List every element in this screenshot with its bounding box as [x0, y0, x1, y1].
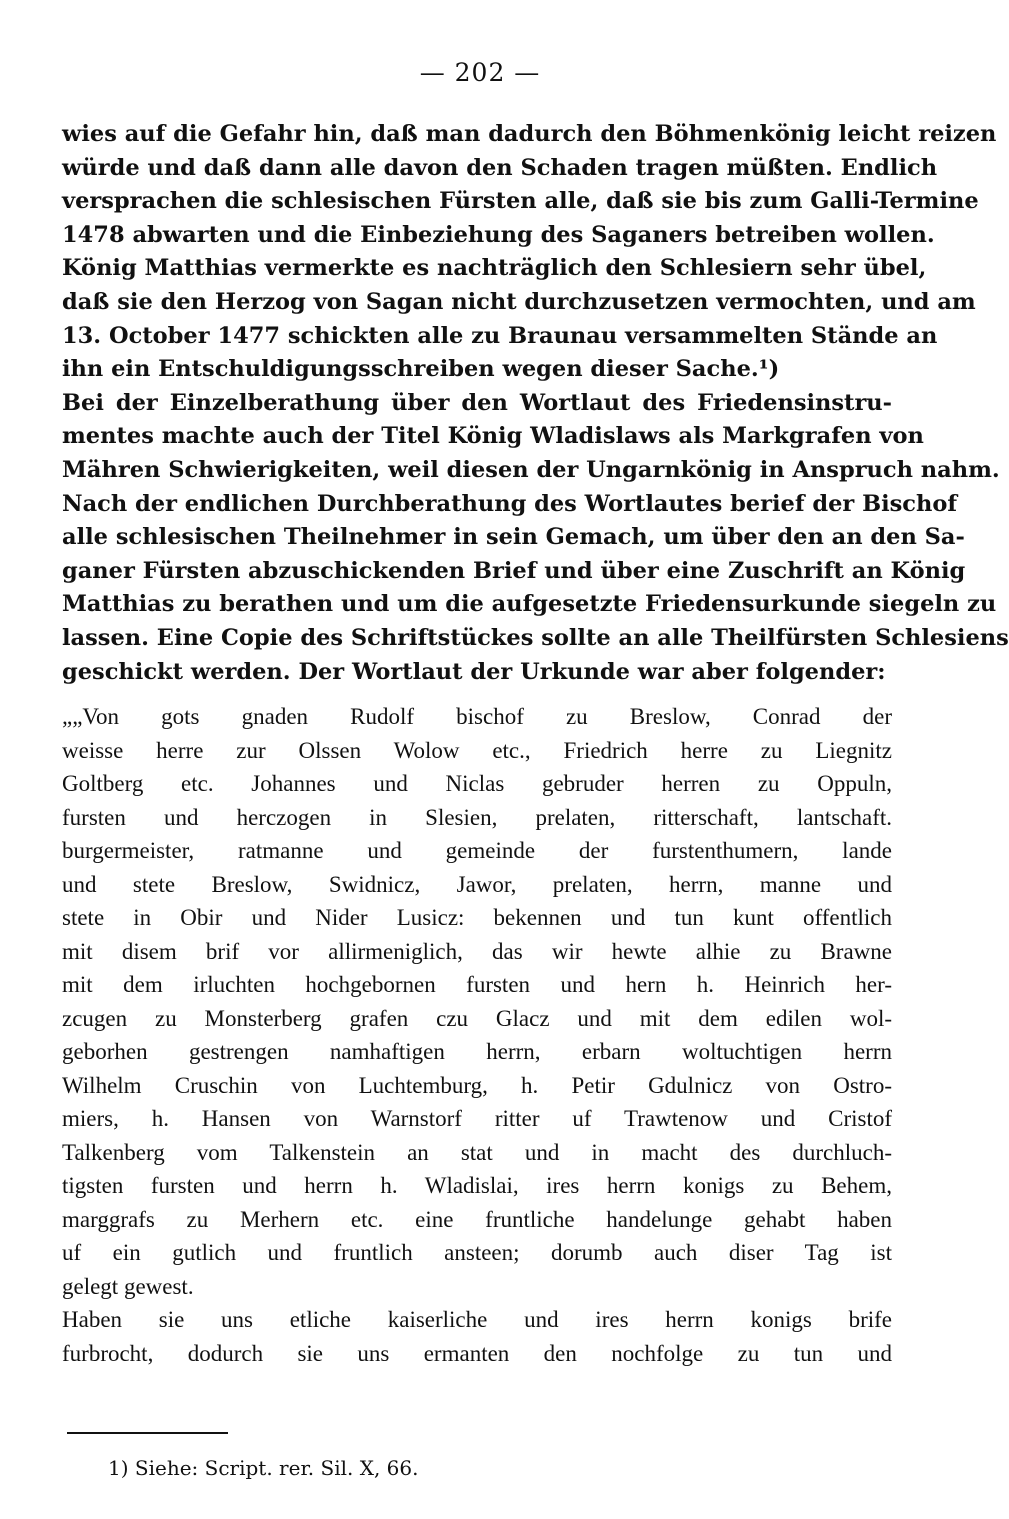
text-line: geborhen gestrengen namhaftigen herrn, erbarn woltuchtigen herrn [62, 1039, 892, 1064]
text-line: zcugen zu Monsterberg grafen czu Glacz und mit dem edilen wol- [62, 1005, 892, 1031]
text-line: fursten und herczogen in Slesien, prelaten, ritterschaft, lantschaft. [62, 804, 892, 830]
text-line: miers, h. Hansen von Warnstorf ritter uf Trawtenow und Cristof [62, 1106, 892, 1131]
text-line: alle schlesischen Theilnehmer in sein Gemach, um über den an den Sa- [62, 524, 965, 551]
text-line: Goltberg etc. Johannes und Niclas gebruder herren zu Oppuln, [62, 771, 892, 796]
text-line: „„Von gots gnaden Rudolf bischof zu Breslow, Conrad der [62, 704, 892, 729]
text-line: ihn ein Entschuldigungsschreiben wegen dieser Sache.¹) [62, 356, 780, 383]
text-line: furbrocht, dodurch sie uns ermanten den nochfolge zu tun und [62, 1340, 892, 1366]
text-line: marggrafs zu Merhern etc. eine fruntliche handelunge gehabt haben [62, 1206, 892, 1232]
text-line: versprachen die schlesischen Fürsten alle, daß sie bis zum Galli-Termine [62, 188, 979, 215]
footnote: 1) Siehe: Script. rer. Sil. X, 66. [108, 1456, 419, 1480]
text-line: lassen. Eine Copie des Schriftstückes sollte an alle Theilfürsten Schlesiens [62, 624, 1009, 651]
text-line: Bei der Einzelberathung über den Wortlaut des Friedensinstru- [62, 389, 892, 416]
text-line: weisse herre zur Olssen Wolow etc., Friedrich herre zu Liegnitz [62, 737, 892, 763]
text-line: Nach der endlichen Durchberathung des Wortlautes berief der Bischof [62, 490, 958, 517]
text-line: stete in Obir und Nider Lusicz: bekennen und tun kunt offentlich [62, 905, 892, 930]
text-line: 13. October 1477 schickten alle zu Braunau versammelten Stände an [62, 322, 938, 349]
text-line: mentes machte auch der Titel König Wladislaws als Markgrafen von [62, 423, 924, 450]
text-line: burgermeister, ratmanne und gemeinde der furstenthumern, lande [62, 838, 892, 863]
footnote-divider [67, 1432, 228, 1434]
text-line: geschickt werden. Der Wortlaut der Urkunde war aber folgender: [62, 658, 886, 685]
text-line: mit disem brif vor allirmeniglich, das wir hewte alhie zu Brawne [62, 938, 892, 964]
latin-quotation-block [62, 700, 892, 1370]
text-line: Matthias zu berathen und um die aufgesetzte Friedensurkunde siegeln zu [62, 591, 997, 618]
text-line: uf ein gutlich und fruntlich ansteen; dorumb auch diser Tag ist [62, 1240, 892, 1265]
text-line: Mähren Schwierigkeiten, weil diesen der Ungarnkönig in Anspruch nahm. [62, 456, 1000, 483]
text-line: Talkenberg vom Talkenstein an stat und in macht des durchluch- [62, 1139, 892, 1165]
page-number: — 202 — [419, 58, 541, 87]
text-line: wies auf die Gefahr hin, daß man dadurch den Böhmenkönig leicht reizen [62, 121, 997, 147]
german-text-block [62, 118, 1009, 689]
text-line: und stete Breslow, Swidnicz, Jawor, prelaten, herrn, manne und [62, 871, 892, 897]
text-line: würde und daß dann alle davon den Schaden tragen müßten. Endlich [62, 154, 938, 181]
text-line: König Matthias vermerkte es nachträglich den Schlesiern sehr übel, [62, 255, 927, 282]
text-line: Wilhelm Cruschin von Luchtemburg, h. Petir Gdulnicz von Ostro- [62, 1072, 892, 1098]
text-line: mit dem irluchten hochgebornen fursten und hern h. Heinrich her- [62, 972, 892, 997]
text-line: ganer Fürsten abzuschickenden Brief und über eine Zuschrift an König [62, 557, 966, 584]
text-line: gelegt gewest. [62, 1273, 194, 1299]
text-line: 1478 abwarten und die Einbeziehung des Saganers betreiben wollen. [62, 221, 935, 248]
text-line: daß sie den Herzog von Sagan nicht durchzusetzen vermochten, und am [62, 288, 976, 315]
text-line: tigsten fursten und herrn h. Wladislai, ires herrn konigs zu Behem, [62, 1173, 892, 1198]
text-line: Haben sie uns etliche kaiserliche und ires herrn konigs brife [62, 1307, 892, 1332]
